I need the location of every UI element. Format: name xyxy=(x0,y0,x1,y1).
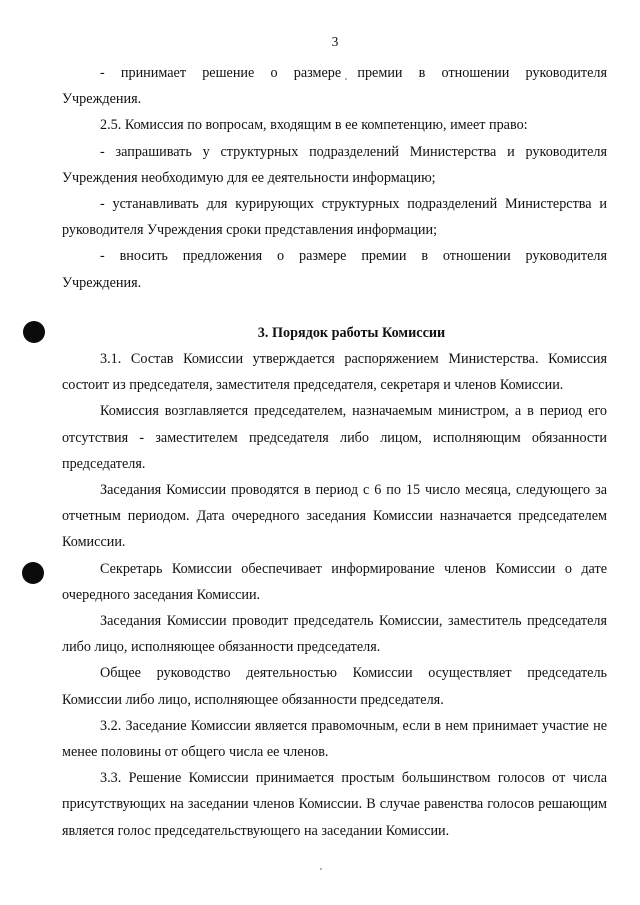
section-heading: 3. Порядок работы Комиссии xyxy=(257,324,446,341)
paragraph: - принимает решение о размере премии в отношении руководителя Учреждения. xyxy=(62,65,607,108)
paragraph: Заседания Комиссии проводит председатель Комиссии, заместитель председателя либо лицо, исполняющее обязанности председателя. xyxy=(62,613,607,656)
paragraph: - запрашивать у структурных подразделений Министерства и руководителя Учреждения необходимую для ее деятельности информацию; xyxy=(62,143,607,186)
paragraph: - устанавливать для курирующих структурных подразделений Министерства и руководителя Учреждения сроки представления информации; xyxy=(62,196,607,239)
punch-hole-top xyxy=(23,321,45,343)
paragraph: Секретарь Комиссии обеспечивает информирование членов Комиссии о дате очередного заседания Комиссии. xyxy=(62,560,607,603)
document-body xyxy=(62,60,607,844)
paragraph: Комиссия возглавляется председателем, назначаемым министром, а в период его отсутствия - заместителем председателя либо лицом, исполняющим обязанности председателя. xyxy=(62,403,607,472)
page-number: 3 xyxy=(331,34,339,49)
paragraph: 3.2. Заседание Комиссии является правомочным, если в нем принимает участие не менее половины от общего числа ее членов. xyxy=(62,717,607,761)
scan-speck xyxy=(320,868,322,870)
paragraph: 3.3. Решение Комиссии принимается простым большинством голосов от числа присутствующих на заседании членов Комиссии. В случае равенства голосов решающим является голос председательствующего на заседании Комиссии. xyxy=(62,770,607,839)
paragraph: 2.5. Комиссия по вопросам, входящим в ее компетенцию, имеет право: xyxy=(100,117,528,134)
paragraph: Заседания Комиссии проводятся в период с 6 по 15 число месяца, следующего за отчетным периодом. Дата очередного заседания Комиссии назначается председателем Комиссии. xyxy=(62,482,607,551)
paragraph: 3.1. Состав Комиссии утверждается распоряжением Министерства. Комиссия состоит из председателя, заместителя председателя, секретаря и членов Комиссии. xyxy=(62,351,607,394)
paragraph: Общее руководство деятельностью Комиссии осуществляет председатель Комиссии либо лицо, исполняющее обязанности председателя. xyxy=(62,665,607,708)
paragraph: - вносить предложения о размере премии в отношении руководителя Учреждения. xyxy=(62,248,607,291)
punch-hole-bottom xyxy=(22,562,44,584)
